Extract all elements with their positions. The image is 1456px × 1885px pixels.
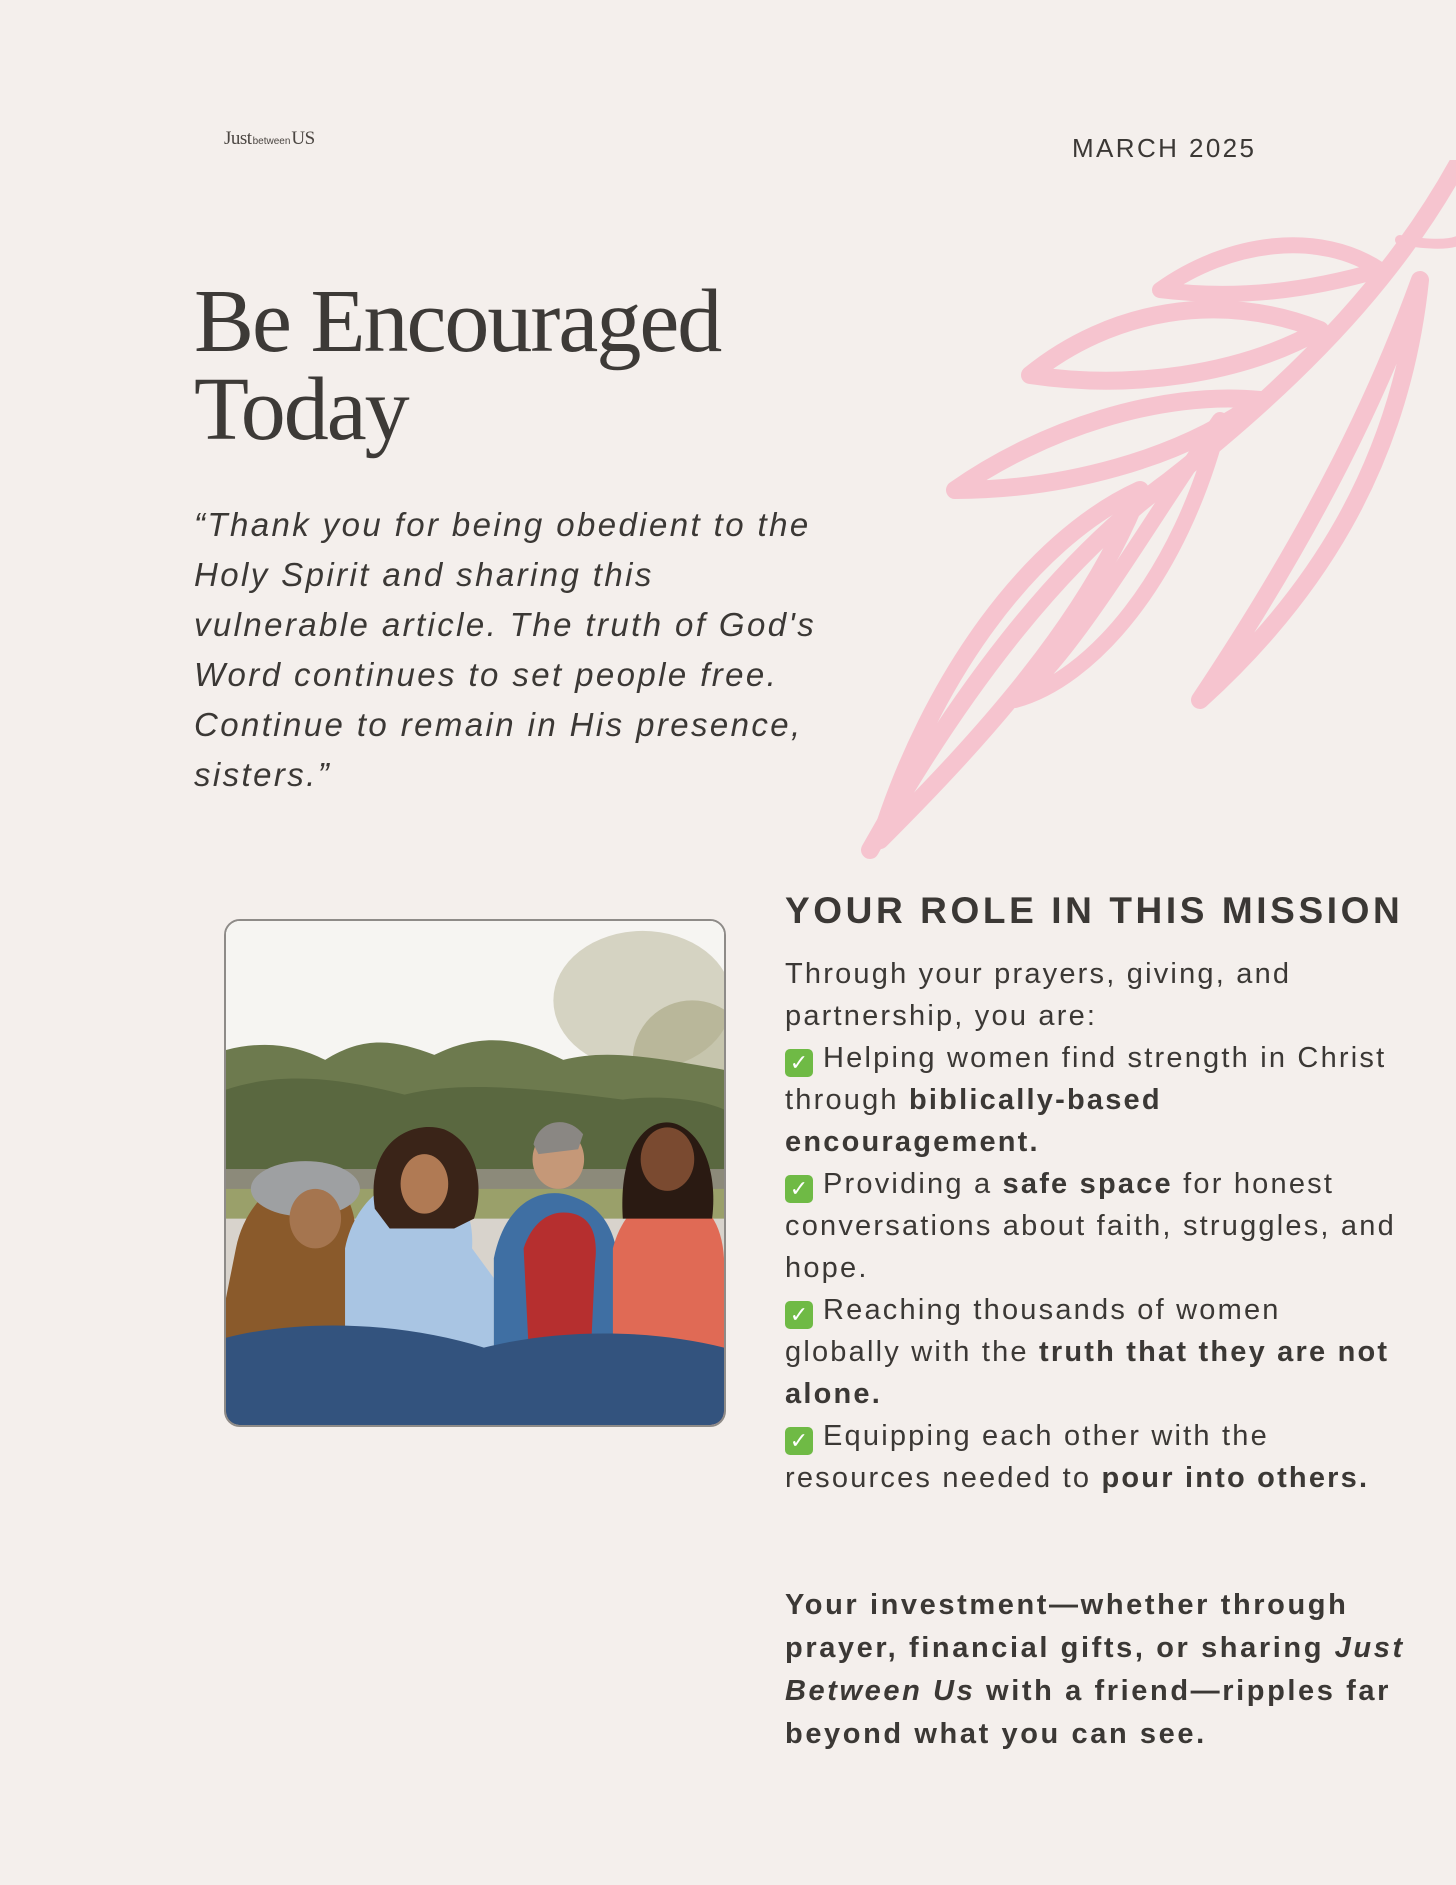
mission-item: [785, 1415, 1405, 1499]
mission-item-text: Helping women find strength in Christ through: [785, 1042, 1387, 1116]
leaf-upper: [1030, 309, 1320, 380]
checkmark-icon: ✓: [785, 1427, 813, 1455]
mission-item-text: Equipping each other with the resources needed to: [785, 1420, 1269, 1494]
logo-part-just: Just: [224, 128, 252, 149]
closing-text-end: with a friend—ripples far beyond what you can see.: [785, 1675, 1392, 1750]
checkmark-icon: ✓: [785, 1301, 813, 1329]
issue-date: MARCH 2025: [1072, 133, 1257, 163]
leaf-tip: [1400, 240, 1456, 244]
mission-heading: YOUR ROLE IN THIS MISSION: [785, 890, 1404, 931]
mission-item-text: Providing a: [823, 1168, 1003, 1200]
mission-item-bold: pour into others.: [1101, 1462, 1370, 1494]
closing-statement: [785, 1584, 1405, 1756]
mission-intro: Through your prayers, giving, and partnership, you are:: [785, 958, 1292, 1032]
title-line-1: Be Encouraged: [194, 272, 721, 371]
mission-item-bold: truth that they are not alone.: [785, 1336, 1390, 1410]
mission-item-bold: biblically-based encouragement.: [785, 1084, 1162, 1158]
mission-item: [785, 1037, 1405, 1163]
checkmark-icon: ✓: [785, 1175, 813, 1203]
page-title: [194, 272, 721, 459]
mission-item-post: for honest conversations about faith, struggles, and hope.: [785, 1168, 1396, 1284]
group-photo: [224, 919, 726, 1427]
closing-text: Your investment—whether through prayer, financial gifts, or sharing: [785, 1589, 1349, 1664]
leaf-top: [1160, 245, 1380, 294]
mission-item: [785, 1163, 1405, 1289]
logo: [224, 128, 315, 150]
testimonial-quote: “Thank you for being obedient to the Holy Spirit and sharing this vulnerable article. The truth of God's Word continues to set people free. Continue to remain in His presence, sisters.”: [194, 506, 817, 793]
group-photo-illustration: [226, 921, 724, 1425]
mission-body: [785, 953, 1405, 1499]
title-line-2: Today: [194, 360, 408, 459]
leaf-illustration: [840, 160, 1456, 870]
closing-publication-name: Just Between Us: [785, 1632, 1405, 1707]
mission-item-text: Reaching thousands of women globally with the: [785, 1294, 1281, 1368]
mission-item: [785, 1289, 1405, 1415]
mission-item-bold: safe space: [1002, 1168, 1173, 1200]
logo-part-between: between: [252, 136, 291, 147]
logo-part-us: US: [291, 128, 315, 149]
checkmark-icon: ✓: [785, 1049, 813, 1077]
